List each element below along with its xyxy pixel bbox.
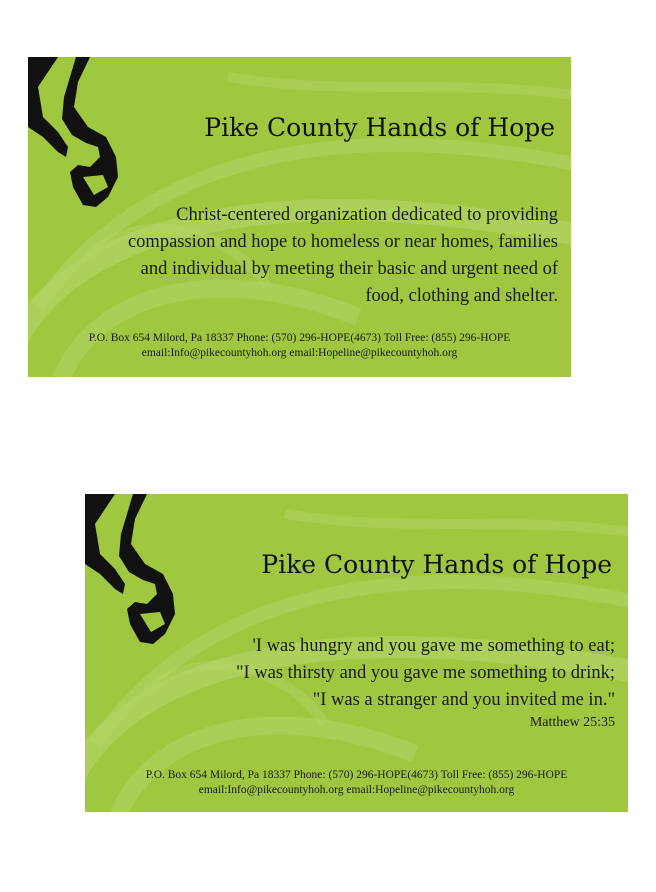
mission-line: food, clothing and shelter. [365, 286, 558, 306]
contact-info [28, 331, 571, 361]
scripture-quote [95, 633, 615, 732]
contact-address-phone: P.O. Box 654 Milord, Pa 18337 Phone: (570) 296-HOPE(4673) Toll Free: (855) 296-HOPE [145, 769, 568, 781]
mission-line: Christ-centered organization dedicated to providing [176, 205, 558, 225]
contact-info [85, 768, 628, 798]
contact-emails: email:Info@pikecountyhoh.org email:Hopeline@pikecountyhoh.org [198, 784, 515, 796]
mission-statement [38, 202, 558, 310]
quote-line: "I was a stranger and you invited me in." [312, 690, 615, 710]
contact-emails: email:Info@pikecountyhoh.org email:Hopeline@pikecountyhoh.org [141, 347, 458, 359]
organization-title: Pike County Hands of Hope [204, 113, 555, 142]
organization-title: Pike County Hands of Hope [261, 550, 612, 579]
scripture-citation: Matthew 25:35 [529, 715, 615, 730]
quote-line: "I was thirsty and you gave me something to drink; [235, 663, 615, 683]
quote-line: 'I was hungry and you gave me something to eat; [252, 636, 615, 656]
mission-line: and individual by meeting their basic and urgent need of [140, 259, 558, 279]
business-card-front [28, 57, 571, 377]
contact-address-phone: P.O. Box 654 Milord, Pa 18337 Phone: (570) 296-HOPE(4673) Toll Free: (855) 296-HOPE [88, 332, 511, 344]
mission-line: compassion and hope to homeless or near homes, families [127, 232, 558, 252]
holding-hands-logo [85, 494, 195, 654]
business-card-back [85, 494, 628, 812]
holding-hands-logo [28, 57, 138, 217]
